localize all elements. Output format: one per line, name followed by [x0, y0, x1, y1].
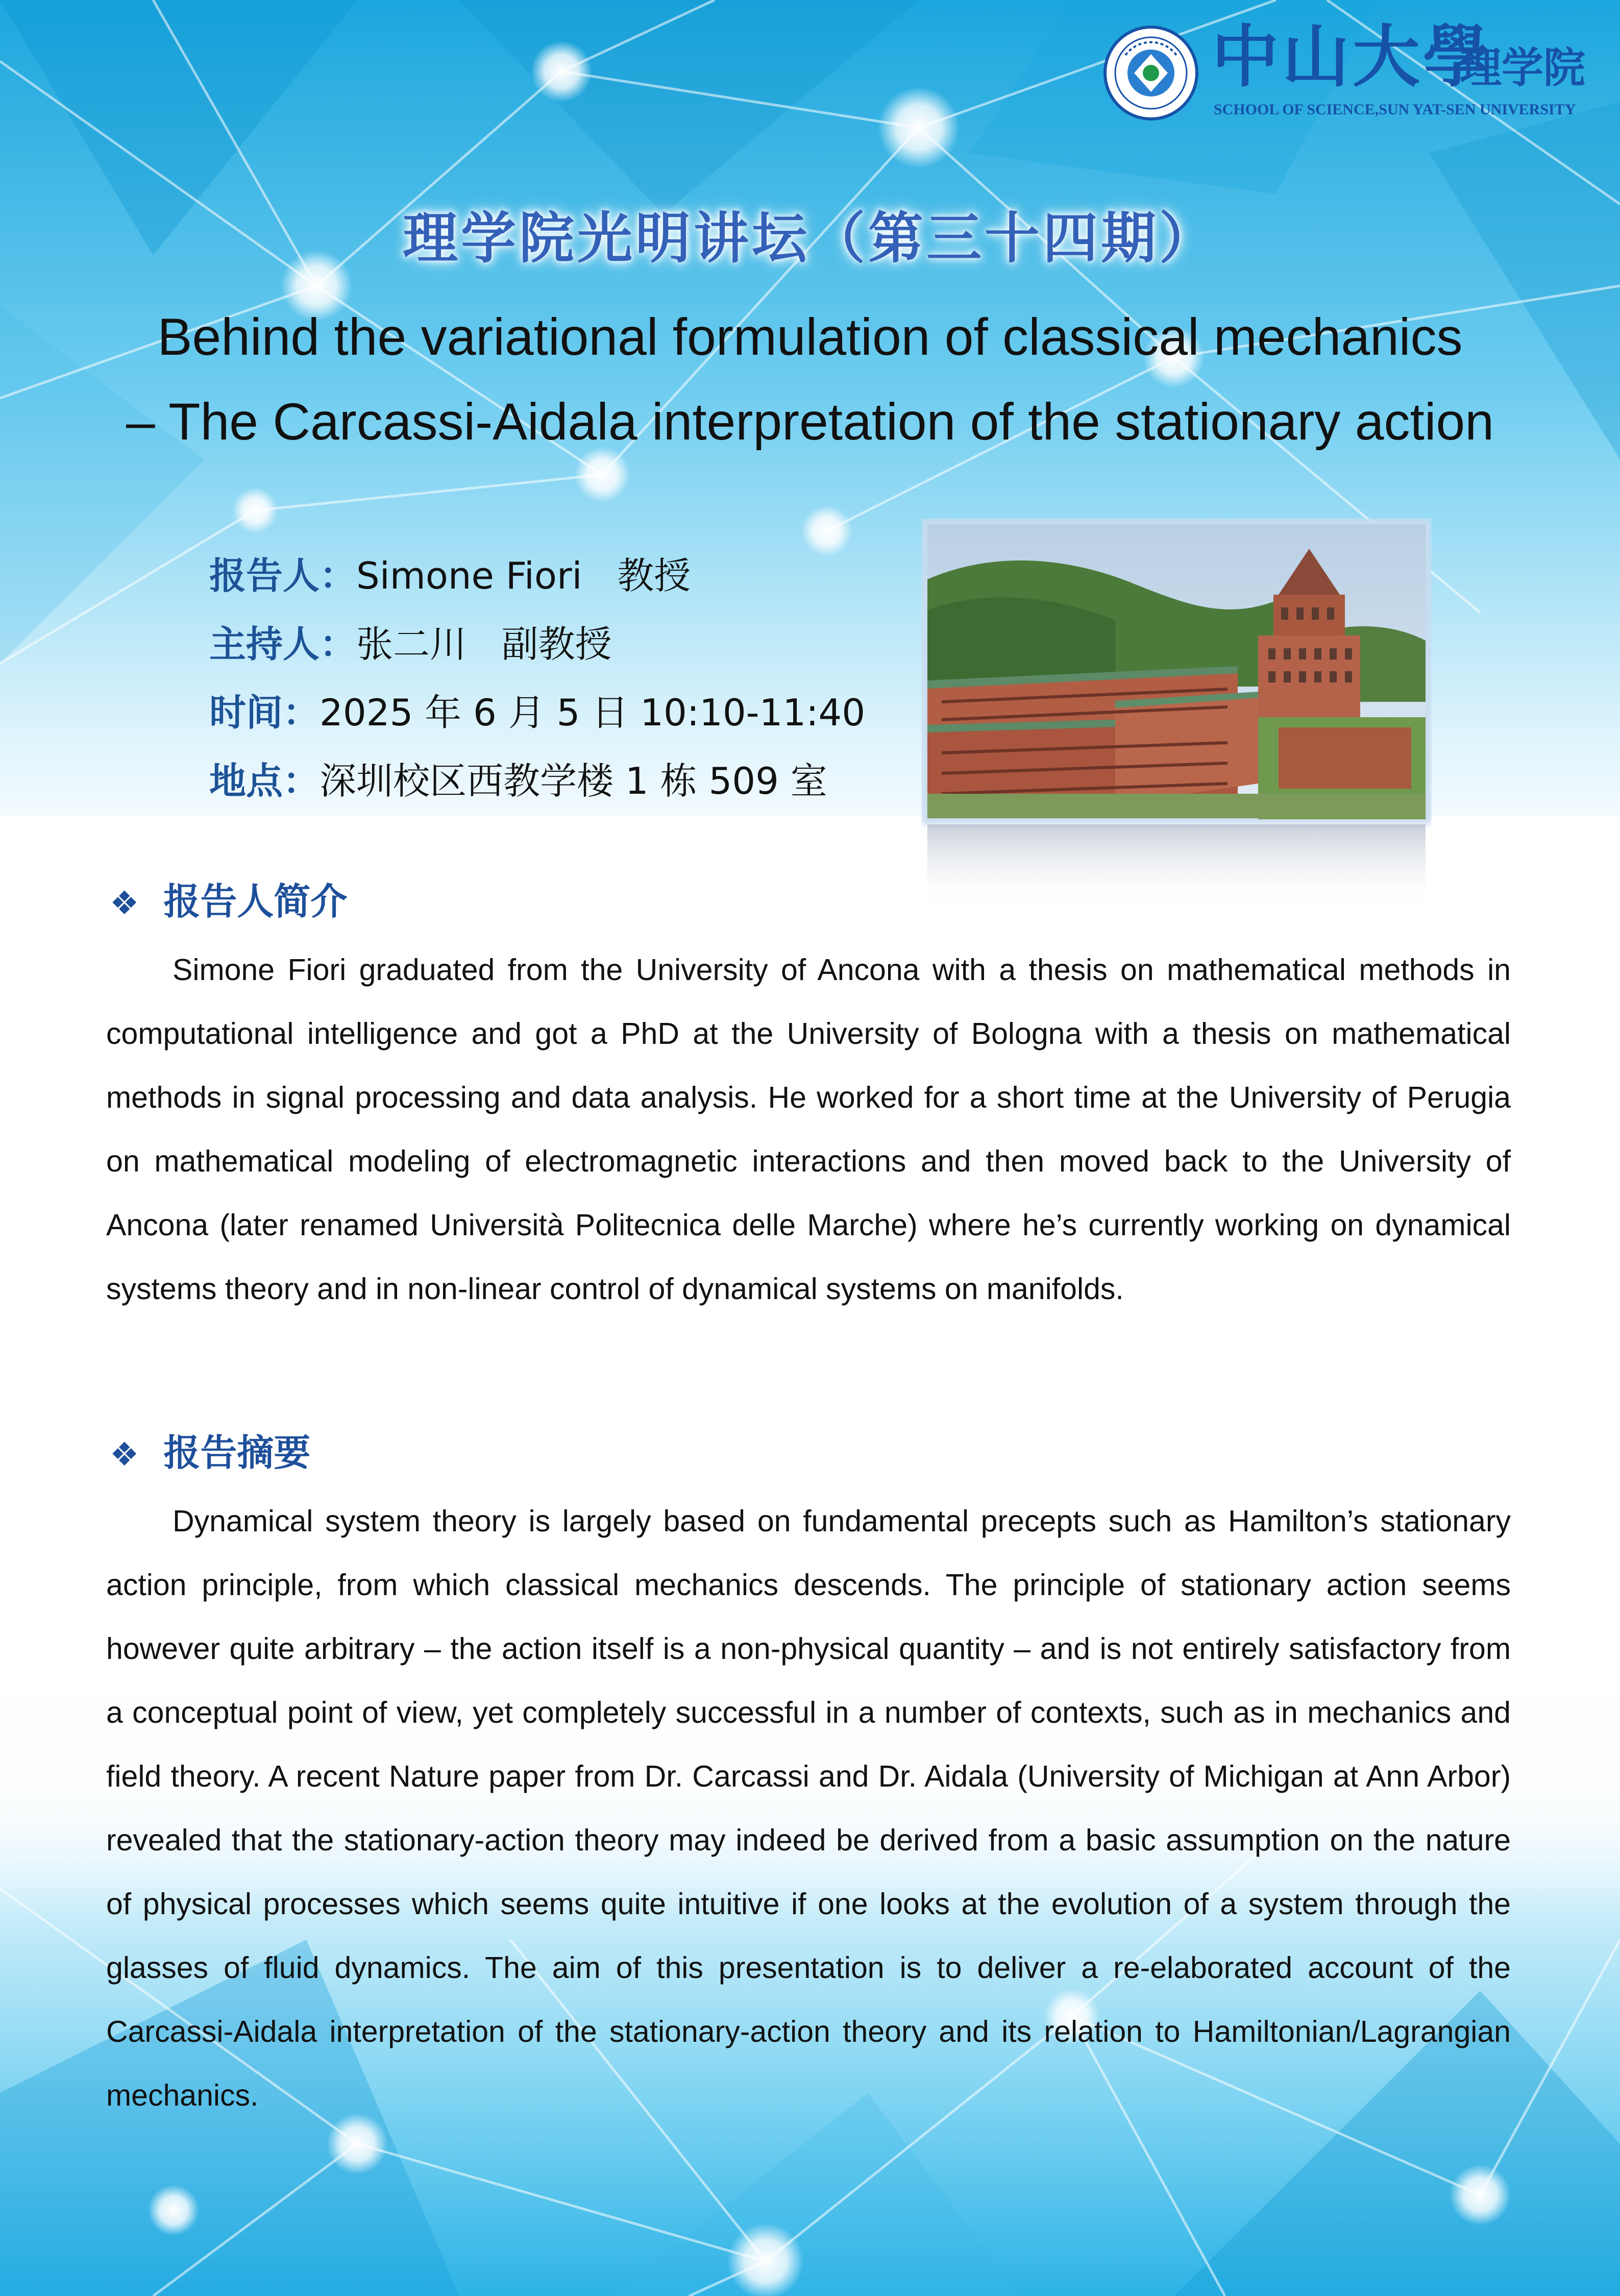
school-name-chinese: 理学院 — [1460, 43, 1586, 92]
bio-heading-text: 报告人简介 — [163, 880, 348, 923]
talk-title-line-2: – The Carcassi-Aidala interpretation of the stationary action — [126, 393, 1494, 451]
school-name-english: SCHOOL OF SCIENCE,SUN YAT-SEN UNIVERSITY — [1214, 101, 1576, 118]
speaker-row — [209, 546, 691, 599]
place-value: 深圳校区西教学楼 1 栋 509 室 — [320, 760, 827, 802]
speaker-label: 报告人： — [209, 554, 357, 597]
university-logo — [1102, 17, 1603, 128]
talk-title-line-1: Behind the variational formulation of classical mechanics — [157, 308, 1463, 366]
host-row — [209, 615, 612, 668]
bio-section-heading — [110, 872, 347, 925]
abstract-paragraph: Dynamical system theory is largely based on fundamental precepts such as Hamilton’s stationary action principle, from which classical mechanics descends. The principle of stationary action seems however quite arbitrary – the action itself is a non-physical quantity – and is not entirely satisfactory from a conceptual point of view, yet completely successful in a number of contexts, such as in mechanics and field theory. A recent Nature paper from Dr. Carcassi and Dr. Aidala (University of Michigan at Ann Arbor) revealed that the stationary-action theory may indeed be derived from a basic assumption on the nature of physical processes which seems quite intuitive if one looks at the evolution of a system through the glasses of fluid dynamics. The aim of this presentation is to deliver a re-elaborated account of the Carcassi-Aidala interpretation of the stationary-action theory and its relation to Hamiltonian/Lagrangian mechanics. — [106, 1504, 1511, 2112]
time-label: 时间： — [209, 691, 320, 734]
university-seal-icon — [1102, 25, 1199, 121]
diamond-bullet-icon: ❖ — [110, 1436, 139, 1474]
time-value: 2025 年 6 月 5 日 10:10-11:40 — [320, 691, 866, 734]
lecture-series-title: 理学院光明讲坛（第三十四期） — [402, 206, 1217, 271]
place-label: 地点： — [209, 760, 320, 802]
abstract-heading-text: 报告摘要 — [163, 1431, 311, 1474]
speaker-value: Simone Fiori 教授 — [356, 554, 691, 597]
diamond-bullet-icon: ❖ — [110, 885, 139, 922]
place-row — [209, 751, 827, 804]
bio-paragraph: Simone Fiori graduated from the University of Ancona with a thesis on mathematical methods in computational intelligence and got a PhD at the University of Bologna with a thesis on mathematical methods in signal processing and data analysis. He worked for a short time at the University of Perugia on mathematical modeling of electromagnetic interactions and then moved back to the University of Ancona (later renamed Università Politecnica delle Marche) where he’s currently working on dynamical systems theory and in non-linear control of dynamical systems on manifolds. — [106, 953, 1511, 1306]
host-value: 张二川 副教授 — [356, 623, 612, 666]
abstract-section-heading — [110, 1423, 310, 1476]
time-row — [209, 683, 865, 736]
campus-photo — [921, 518, 1432, 911]
university-name-chinese: 中山大學 — [1212, 17, 1493, 96]
host-label: 主持人： — [209, 623, 357, 666]
